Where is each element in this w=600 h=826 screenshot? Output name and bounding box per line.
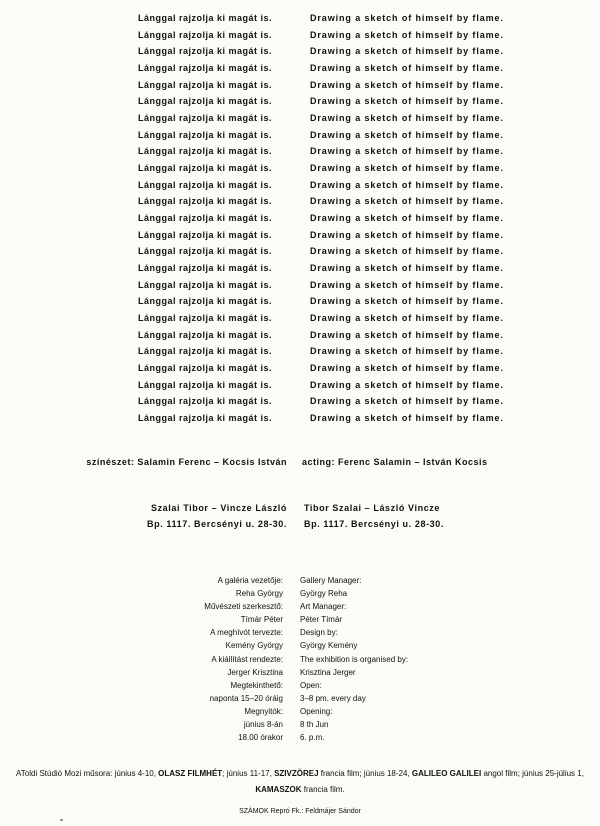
- staff-row: [0, 628, 600, 641]
- repeated-line-hu: Lánggal rajzolja ki magát is.: [138, 363, 273, 374]
- staff-row: [0, 602, 600, 615]
- staff-label-en: Péter Tímár: [300, 615, 343, 625]
- acting-credit-en: acting: Ferenc Salamin – István Kocsis: [302, 457, 488, 467]
- repeated-line-en: Drawing a sketch of himself by flame.: [310, 79, 504, 90]
- repeated-line-hu: Lánggal rajzolja ki magát is.: [138, 263, 273, 274]
- artist-address-hu: Bp. 1117. Bercsényi u. 28-30.: [147, 519, 287, 529]
- gallery-staff: [0, 576, 600, 746]
- repeated-line-en: Drawing a sketch of himself by flame.: [310, 346, 504, 357]
- repeated-line-hu: Lánggal rajzolja ki magát is.: [138, 146, 273, 157]
- repeated-line-hu: Lánggal rajzolja ki magát is.: [138, 129, 273, 140]
- staff-label-hu: Megtekinthető:: [230, 680, 283, 690]
- staff-label-hu: Reha György: [235, 589, 283, 599]
- program-text: francia film.: [301, 785, 345, 794]
- repeated-line-hu: Lánggal rajzolja ki magát is.: [138, 413, 273, 424]
- repeated-line: [0, 13, 600, 29]
- repeated-line-en: Drawing a sketch of himself by flame.: [310, 13, 504, 23]
- repeated-line-en: Drawing a sketch of himself by flame.: [310, 146, 504, 157]
- staff-label-hu: 18.00 órakor: [238, 733, 283, 743]
- staff-label-en: György Kemény: [300, 641, 358, 651]
- staff-label-hu: A galéria vezetője:: [217, 576, 283, 585]
- program-film-title: GALILEO GALILEI: [411, 769, 482, 778]
- staff-label-en: Gallery Manager:: [300, 576, 362, 585]
- staff-label-hu: A meghívót tervezte:: [210, 628, 283, 638]
- staff-label-en: Open:: [300, 680, 322, 690]
- repeated-line-hu: Lánggal rajzolja ki magát is.: [138, 329, 273, 340]
- acting-credit-hu: színészet: Salamin Ferenc – Kocsis István: [86, 457, 287, 467]
- staff-label-hu: A kiállítást rendezte:: [211, 654, 283, 664]
- repeated-line-en: Drawing a sketch of himself by flame.: [310, 229, 504, 240]
- repeated-line-en: Drawing a sketch of himself by flame.: [310, 263, 504, 274]
- staff-label-hu: Tímár Péter: [240, 615, 283, 625]
- repeated-line-en: Drawing a sketch of himself by flame.: [310, 379, 504, 390]
- repeated-line-hu: Lánggal rajzolja ki magát is.: [138, 13, 273, 23]
- program-text: ; június 11-17,: [222, 769, 275, 778]
- repeated-line: [0, 196, 600, 212]
- print-credit: SZÁMOK Repró Fk.: Feldmájer Sándor: [239, 808, 361, 815]
- staff-label-en: Art Manager:: [300, 602, 347, 612]
- staff-label-hu: Művészeti szerkesztő:: [204, 602, 283, 612]
- repeated-line: [0, 280, 600, 296]
- repeated-line: [0, 313, 600, 329]
- repeated-line-hu: Lánggal rajzolja ki magát is.: [138, 196, 273, 207]
- cinema-program: [10, 766, 590, 798]
- repeated-line-en: Drawing a sketch of himself by flame.: [310, 163, 504, 174]
- repeated-line-en: Drawing a sketch of himself by flame.: [310, 396, 504, 407]
- repeated-line-en: Drawing a sketch of himself by flame.: [310, 196, 504, 207]
- repeated-line: [0, 113, 600, 129]
- staff-label-en: The exhibition is organised by:: [300, 654, 409, 664]
- repeated-line-en: Drawing a sketch of himself by flame.: [310, 363, 504, 374]
- repeated-line-hu: Lánggal rajzolja ki magát is.: [138, 79, 273, 90]
- program-text: angol film; június 25-július 1,: [481, 769, 584, 778]
- repeated-line-en: Drawing a sketch of himself by flame.: [310, 113, 504, 124]
- repeated-line-hu: Lánggal rajzolja ki magát is.: [138, 96, 273, 107]
- staff-row: [0, 589, 600, 602]
- staff-label-hu: Kemény György: [225, 641, 283, 651]
- repeated-line-hu: Lánggal rajzolja ki magát is.: [138, 213, 273, 224]
- artist-address-en: Bp. 1117. Bercsényi u. 28-30.: [304, 519, 444, 529]
- repeated-line: [0, 130, 600, 146]
- repeated-line: [0, 30, 600, 46]
- repeated-line: [0, 63, 600, 79]
- repeated-line-en: Drawing a sketch of himself by flame.: [310, 46, 504, 57]
- repeated-line-en: Drawing a sketch of himself by flame.: [310, 213, 504, 224]
- staff-row: [0, 707, 600, 720]
- repeated-line: [0, 380, 600, 396]
- repeated-line: [0, 230, 600, 246]
- repeated-line-hu: Lánggal rajzolja ki magát is.: [138, 396, 273, 407]
- staff-label-en: Design by:: [300, 628, 338, 638]
- staff-row: [0, 733, 600, 746]
- artist-name-en: Tibor Szalai – László Vincze: [304, 503, 441, 513]
- repeated-line-en: Drawing a sketch of himself by flame.: [310, 279, 504, 290]
- repeated-line-hu: Lánggal rajzolja ki magát is.: [138, 46, 273, 57]
- repeated-line: [0, 163, 600, 179]
- repeated-line: [0, 263, 600, 279]
- staff-row: [0, 655, 600, 668]
- repeated-line-hu: Lánggal rajzolja ki magát is.: [138, 179, 273, 190]
- repeated-line-hu: Lánggal rajzolja ki magát is.: [138, 63, 273, 73]
- repeated-line-en: Drawing a sketch of himself by flame.: [310, 129, 504, 140]
- repeated-line: [0, 46, 600, 62]
- repeated-line-hu: Lánggal rajzolja ki magát is.: [138, 379, 273, 390]
- repeated-line-en: Drawing a sketch of himself by flame.: [310, 413, 504, 424]
- program-text: AToldi Stúdió Mozi műsora: június 4-10,: [16, 769, 159, 778]
- repeated-line: [0, 96, 600, 112]
- staff-row: [0, 681, 600, 694]
- staff-label-en: 8 th Jun: [300, 720, 329, 730]
- staff-row: [0, 576, 600, 589]
- staff-label-en: Krisztina Jerger: [300, 667, 356, 677]
- repeated-line: [0, 413, 600, 429]
- staff-row: [0, 615, 600, 628]
- repeated-line-en: Drawing a sketch of himself by flame.: [310, 296, 504, 307]
- repeated-line: [0, 396, 600, 412]
- repeated-line: [0, 146, 600, 162]
- repeated-line-en: Drawing a sketch of himself by flame.: [310, 329, 504, 340]
- repeated-line-hu: Lánggal rajzolja ki magát is.: [138, 279, 273, 290]
- repeated-line-hu: Lánggal rajzolja ki magát is.: [138, 296, 273, 307]
- staff-label-hu: Megnyitók:: [244, 706, 283, 716]
- repeated-line: [0, 213, 600, 229]
- staff-label-en: 6. p.m.: [300, 733, 325, 743]
- staff-row: [0, 668, 600, 681]
- staff-label-hu: Jerger Krisztina: [227, 667, 283, 677]
- staff-row: [0, 641, 600, 654]
- repeated-line-en: Drawing a sketch of himself by flame.: [310, 29, 504, 40]
- repeated-line-hu: Lánggal rajzolja ki magát is.: [138, 346, 273, 357]
- repeated-line: [0, 363, 600, 379]
- repeated-line: [0, 296, 600, 312]
- repeated-line-hu: Lánggal rajzolja ki magát is.: [138, 313, 273, 324]
- staff-label-en: György Reha: [300, 589, 348, 599]
- repeated-line: [0, 330, 600, 346]
- staff-label-en: Opening:: [300, 706, 333, 716]
- repeated-line: [0, 80, 600, 96]
- repeated-line-en: Drawing a sketch of himself by flame.: [310, 246, 504, 257]
- paper-speck: [60, 819, 63, 821]
- staff-row: [0, 720, 600, 733]
- program-film-title: SZIVZÖREJ: [274, 769, 319, 778]
- repeated-line: [0, 246, 600, 262]
- repeated-line-en: Drawing a sketch of himself by flame.: [310, 313, 504, 324]
- repeated-line-hu: Lánggal rajzolja ki magát is.: [138, 229, 273, 240]
- staff-label-hu: június 8-án: [243, 720, 283, 730]
- staff-label-hu: naponta 15–20 óráig: [209, 693, 283, 703]
- repeated-line-hu: Lánggal rajzolja ki magát is.: [138, 163, 273, 174]
- artist-name-hu: Szalai Tibor – Vincze László: [150, 503, 287, 513]
- repeated-line-en: Drawing a sketch of himself by flame.: [310, 179, 504, 190]
- staff-row: [0, 694, 600, 707]
- repeated-line-en: Drawing a sketch of himself by flame.: [310, 63, 504, 73]
- staff-label-en: 3–8 pm. every day: [300, 693, 366, 703]
- repeated-line-en: Drawing a sketch of himself by flame.: [310, 96, 504, 107]
- program-text: francia film; június 18-24,: [318, 769, 412, 778]
- program-film-title: KAMASZOK: [255, 785, 302, 794]
- repeated-line-hu: Lánggal rajzolja ki magát is.: [138, 29, 273, 40]
- program-film-title: OLASZ FILMHÉT: [158, 769, 223, 778]
- repeated-line: [0, 180, 600, 196]
- repeated-line-hu: Lánggal rajzolja ki magát is.: [138, 246, 273, 257]
- repeated-line: [0, 346, 600, 362]
- repeated-line-hu: Lánggal rajzolja ki magát is.: [138, 113, 273, 124]
